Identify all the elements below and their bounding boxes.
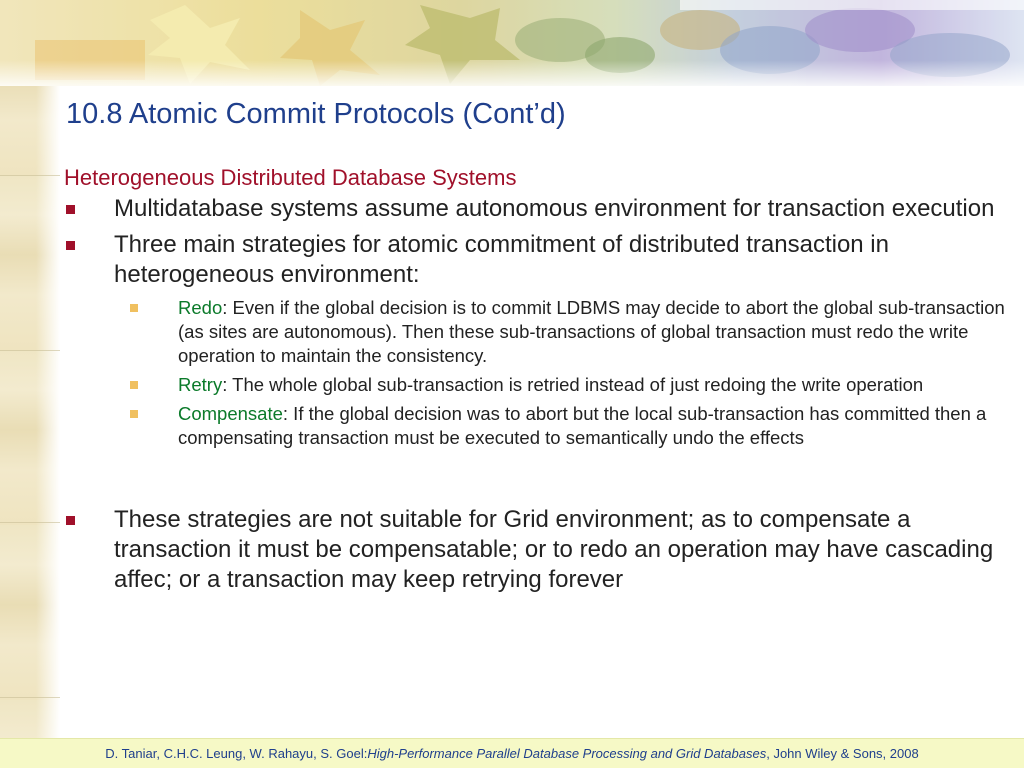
slide-title: 10.8 Atomic Commit Protocols (Cont’d) (66, 98, 566, 130)
slide-content (64, 164, 1019, 601)
small-square-bullet-icon (130, 410, 138, 418)
footer-publisher: , John Wiley & Sons, 2008 (766, 746, 919, 761)
square-bullet-icon (66, 205, 75, 214)
small-square-bullet-icon (130, 381, 138, 389)
small-square-bullet-icon (130, 304, 138, 312)
bullet-text: Three main strategies for atomic commitment of distributed transaction in heterogeneous environment: (114, 231, 889, 288)
bullet-item (64, 194, 1019, 224)
sub-bullet-item (128, 402, 1019, 450)
strategy-term-compensate: Compensate (178, 403, 283, 424)
strategy-term-redo: Redo (178, 297, 223, 318)
sub-bullet-item (128, 296, 1019, 368)
sub-bullet-text: : The whole global sub-transaction is retried instead of just redoing the write operation (222, 374, 924, 395)
square-bullet-icon (66, 241, 75, 250)
square-bullet-icon (66, 516, 75, 525)
spacer (64, 455, 1019, 505)
slide-footer (0, 738, 1024, 768)
slide-subheading: Heterogeneous Distributed Database Systems (64, 165, 517, 190)
footer-authors: D. Taniar, C.H.C. Leung, W. Rahayu, S. Goel: (105, 746, 368, 761)
left-texture-decoration (0, 0, 60, 768)
bullet-text: Multidatabase systems assume autonomous environment for transaction execution (114, 195, 995, 222)
bullet-item (64, 230, 1019, 290)
strategy-term-retry: Retry (178, 374, 223, 395)
sub-bullet-item (128, 373, 1019, 397)
footer-book-title: High-Performance Parallel Database Processing and Grid Databases (367, 746, 767, 761)
banner-fade (0, 0, 1024, 86)
sub-bullet-text: : If the global decision was to abort but the local sub-transaction has committed then a compensating transaction must be executed to semantically undo the effects (178, 403, 987, 448)
top-banner-decoration (0, 0, 1024, 86)
bullet-item (64, 505, 1019, 595)
bullet-text: These strategies are not suitable for Grid environment; as to compensate a transaction it must be compensatable; or to redo an operation may have cascading affec; or a transaction may keep retrying forever (114, 506, 994, 593)
sub-bullet-text: : Even if the global decision is to commit LDBMS may decide to abort the global sub-transaction (as sites are autonomous). Then these sub-transactions of global transaction must redo the write operation to maintain the consistency. (178, 297, 1005, 366)
